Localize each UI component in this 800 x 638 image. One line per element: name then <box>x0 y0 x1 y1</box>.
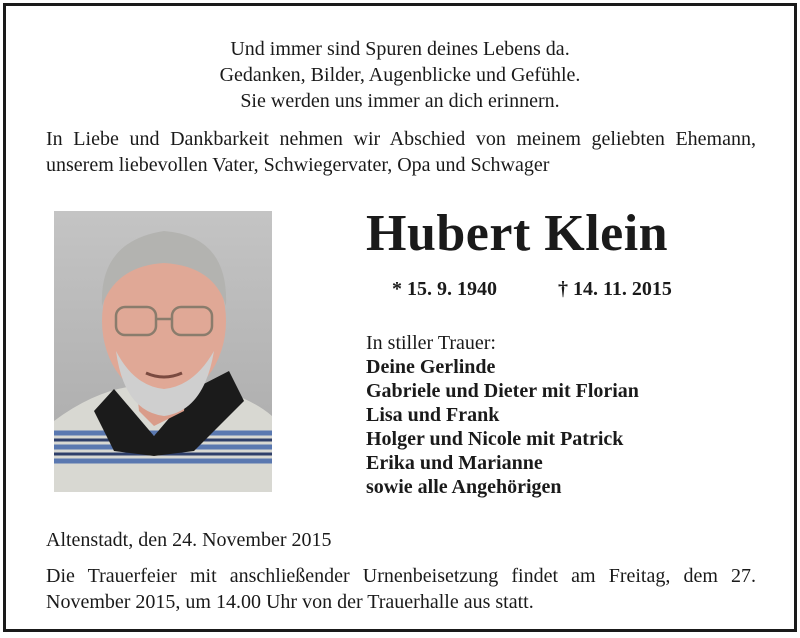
list-item: Holger und Nicole mit Patrick <box>366 428 624 450</box>
birth-date: * 15. 9. 1940 <box>392 278 497 300</box>
life-dates <box>392 278 672 301</box>
mourners-heading: In stiller Trauer: <box>366 332 496 354</box>
poem-line: Sie werden uns immer an dich erinnern. <box>240 90 560 112</box>
portrait-photo <box>54 211 272 492</box>
list-item: Erika und Marianne <box>366 452 543 474</box>
mourners-block <box>366 331 639 499</box>
death-date: † 14. 11. 2015 <box>558 278 672 300</box>
deceased-name: Hubert Klein <box>366 205 669 262</box>
service-info: Die Trauerfeier mit anschließender Urnenbeisetzung findet am Freitag, dem 27. November 2015, um 14.00 Uhr von der Trauerhalle aus statt. <box>46 565 756 613</box>
list-item: Deine Gerlinde <box>366 356 496 378</box>
mourners-list <box>366 355 639 499</box>
list-item: sowie alle Angehörigen <box>366 476 562 498</box>
list-item: Lisa und Frank <box>366 404 500 426</box>
poem-line: Und immer sind Spuren deines Lebens da. <box>230 38 570 60</box>
place-date: Altenstadt, den 24. November 2015 <box>46 529 332 551</box>
list-item: Gabriele und Dieter mit Florian <box>366 380 639 402</box>
poem-line: Gedanken, Bilder, Augenblicke und Gefühle. <box>219 64 581 86</box>
intro-text: In Liebe und Dankbarkeit nehmen wir Abschied von meinem geliebten Ehemann, unserem liebevollen Vater, Schwiegervater, Opa und Schwager <box>46 128 756 176</box>
obituary-notice <box>3 3 797 632</box>
poem <box>6 36 794 114</box>
